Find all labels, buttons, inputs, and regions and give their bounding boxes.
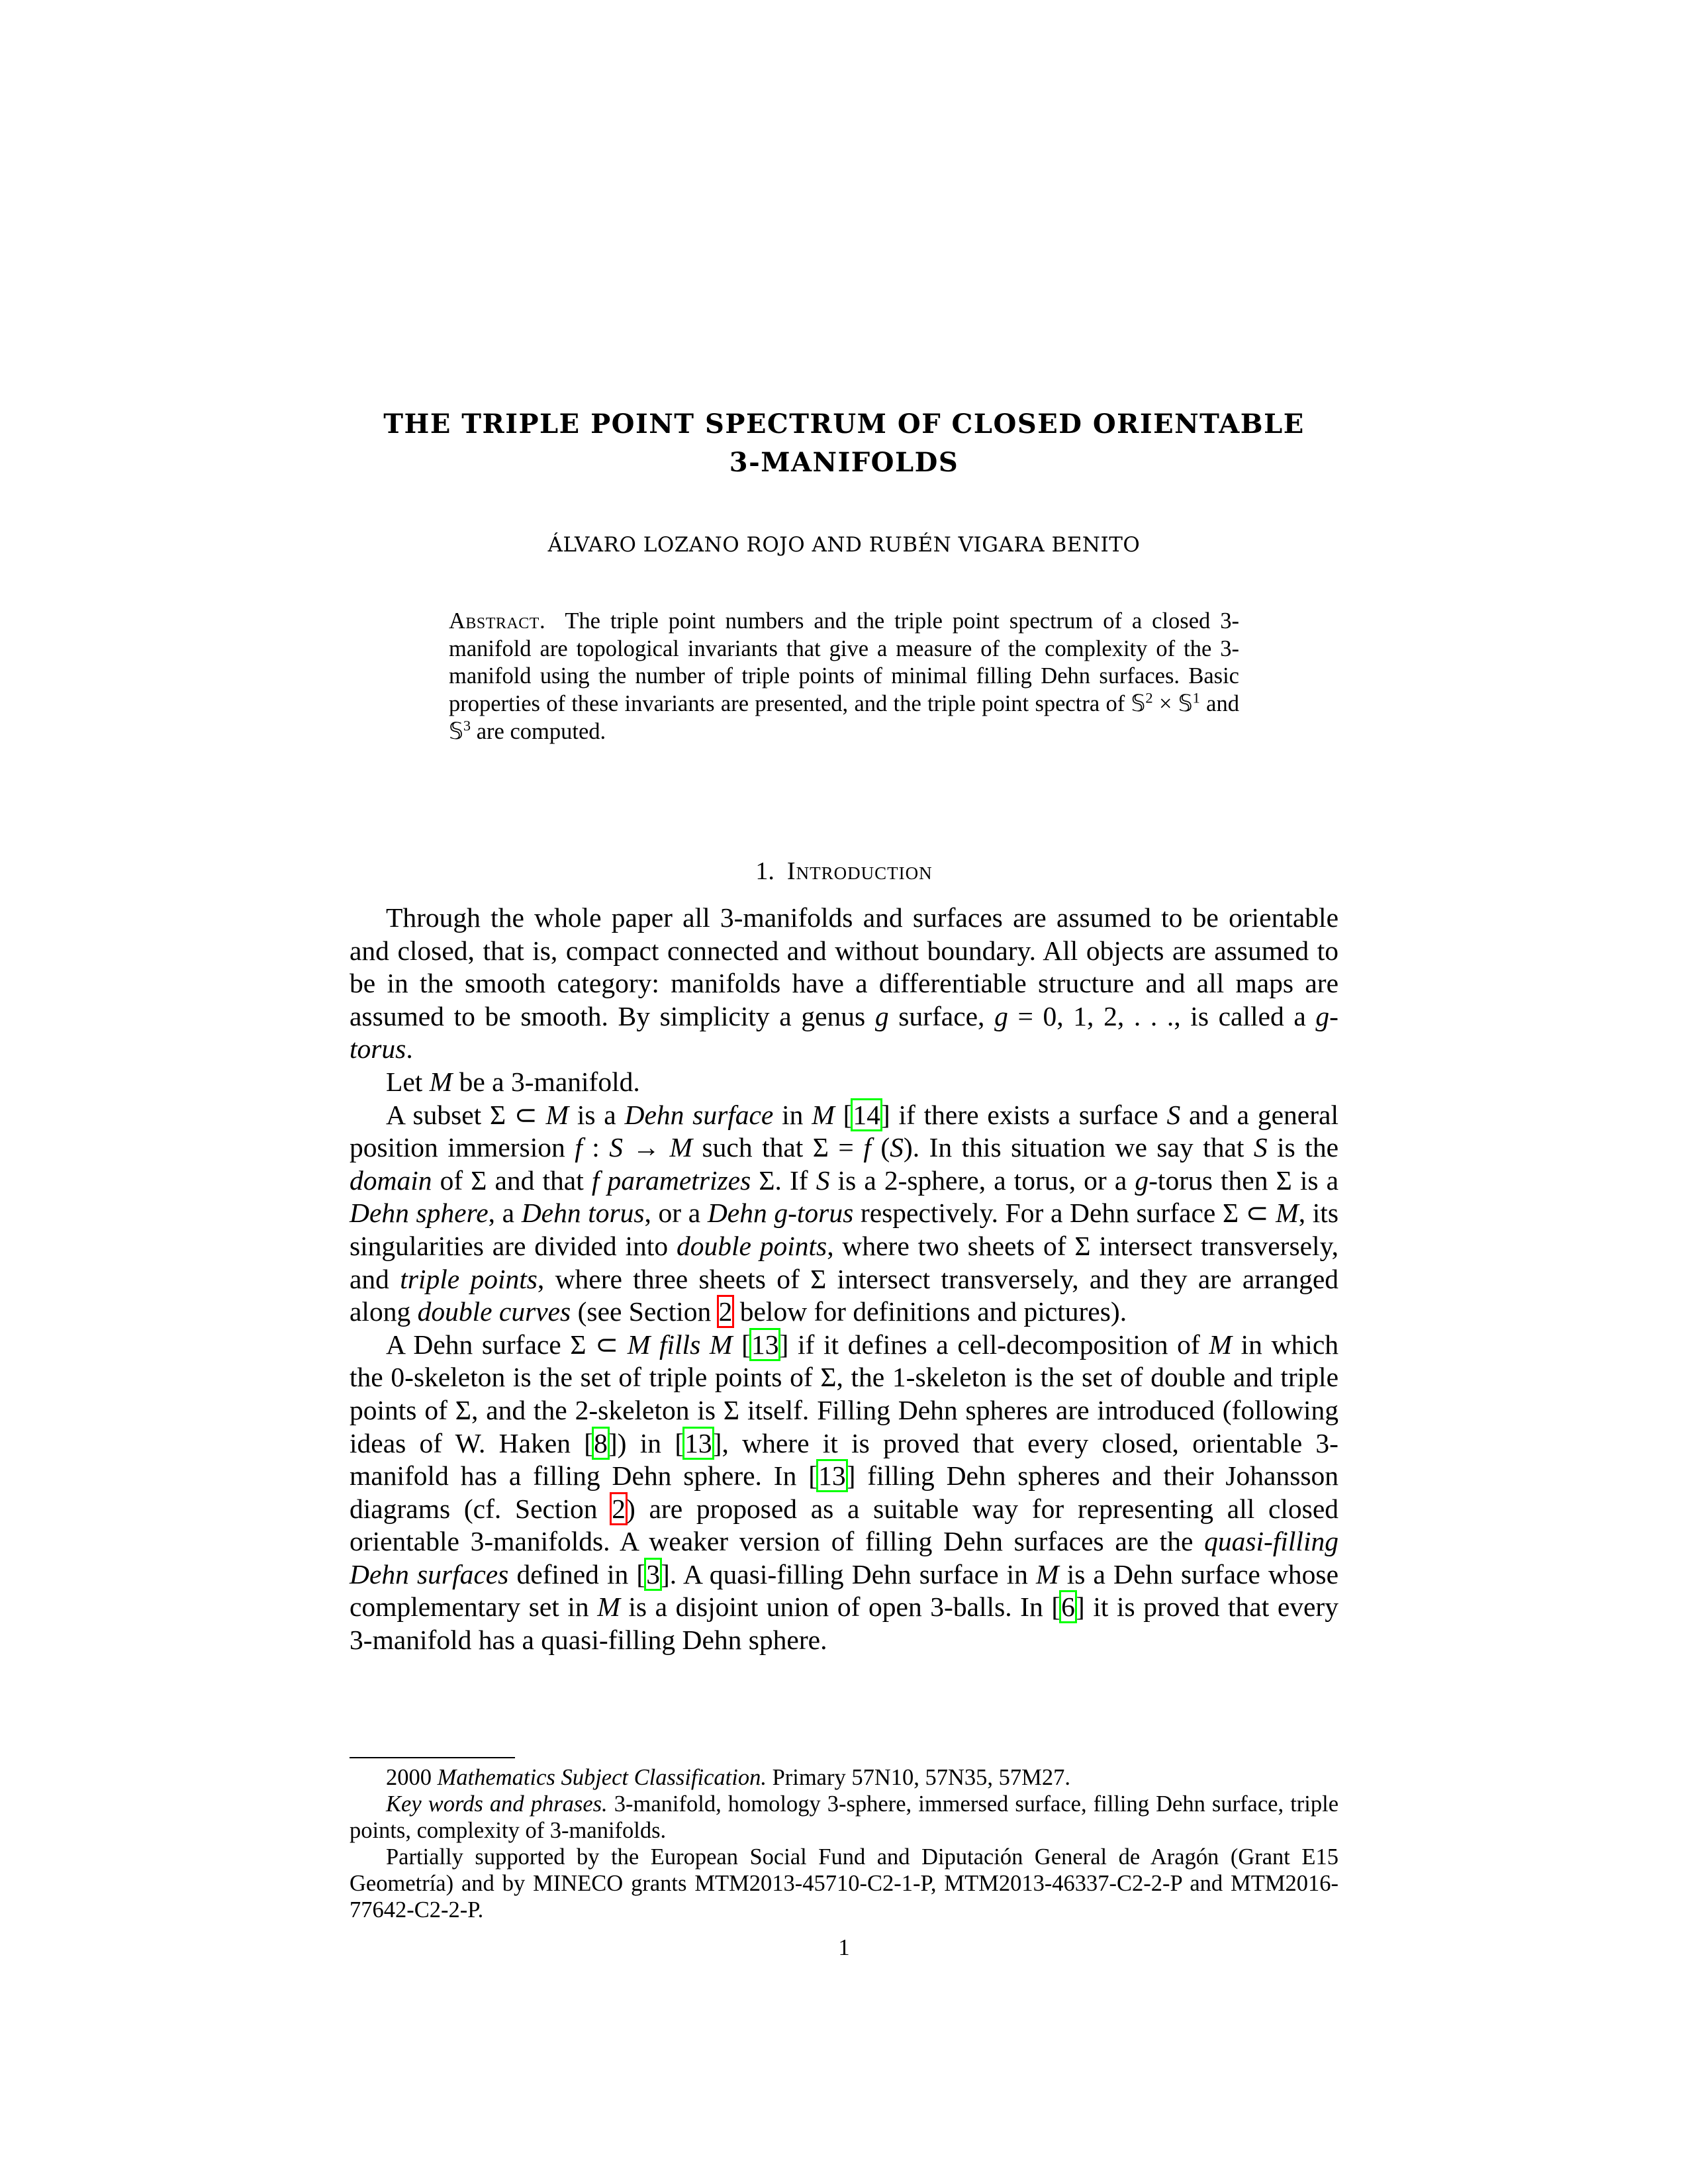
text: Through the whole paper all 3-manifolds and surfaces are assumed to be orientable and closed, that is, compact connected and without boundary. All objects are assumed to be in the smooth category: manifolds have a differentiable structure and all maps are assumed to be smooth. By simplicity a genus bbox=[350, 902, 1338, 1031]
paragraph-4: A Dehn surface Σ ⊂ M fills M [13] if it defines a cell-decomposition of M in which the 0-skeleton is the set of triple points of Σ, the 1-skeleton is the set of double and triple points of Σ, and the 2-skeleton is Σ itself. Filling Dehn spheres are introduced (following ideas of W. Haken [8]) in [13], where it is proved that every closed, orientable 3-manifold has a filling Dehn sphere. In [13] filling Dehn spheres and their Johansson diagrams (cf. Section 2) are proposed as a suitable way for representing all closed orientable 3-manifolds. A weaker version of filling Dehn surfaces are the quasi-filling Dehn surfaces defined in [3]. A quasi-filling Dehn surface in M is a Dehn surface whose complementary set in M is a disjoint union of open 3-balls. In [6] it is proved that every 3-manifold has a quasi-filling Dehn sphere. bbox=[350, 1329, 1339, 1656]
text: Primary 57N10, 57N35, 57M27. bbox=[766, 1765, 1070, 1790]
emphasis: Dehn sphere bbox=[350, 1198, 489, 1229]
text: be a 3-manifold. bbox=[452, 1066, 640, 1097]
math-var: g bbox=[1135, 1164, 1149, 1196]
math-var: f bbox=[575, 1132, 583, 1163]
text: is a bbox=[569, 1099, 625, 1130]
math-s1: 𝕊 bbox=[1178, 691, 1193, 717]
math-var: S bbox=[1253, 1132, 1268, 1163]
paragraph-2 bbox=[350, 1066, 1338, 1099]
math-var: M bbox=[545, 1099, 569, 1130]
abstract bbox=[449, 608, 1239, 746]
section-heading-introduction bbox=[350, 855, 1338, 887]
emphasis: domain bbox=[350, 1164, 432, 1196]
text: = 0, 1, 2, . . ., is called a bbox=[1008, 1000, 1316, 1031]
text: Σ. If bbox=[751, 1164, 816, 1196]
text: and a general position immersion bbox=[350, 1099, 1338, 1163]
emphasis: quasi-filling Dehn surfaces bbox=[350, 1526, 1338, 1590]
text: in which the 0-skeleton is the set of triple points of Σ, the 1-skeleton is the set of double and triple points of Σ, and the 2-skeleton is Σ itself. Filling Dehn spheres are introduced (following ideas of W. Haken bbox=[350, 1329, 1339, 1458]
emphasis: triple points bbox=[400, 1263, 538, 1294]
math-var: M bbox=[429, 1066, 453, 1097]
text: it is proved that every 3-manifold has a quasi-filling Dehn sphere. bbox=[350, 1591, 1338, 1656]
citation-link-13[interactable]: 13 bbox=[684, 1427, 712, 1458]
text: -torus then Σ is a bbox=[1149, 1164, 1339, 1196]
text: ( bbox=[870, 1132, 890, 1163]
footnote-divider bbox=[350, 1757, 515, 1758]
text: is a 2-sphere, a torus, or a bbox=[829, 1164, 1135, 1196]
math-s2: 𝕊 bbox=[1131, 691, 1146, 717]
text: ) in bbox=[617, 1427, 675, 1458]
text: → bbox=[623, 1132, 670, 1163]
exponent: 2 bbox=[1145, 689, 1153, 706]
emphasis: g-torus bbox=[350, 1000, 1338, 1065]
abstract-label: Abstract. bbox=[449, 608, 546, 634]
footnote-label: Key words and phrases. bbox=[386, 1791, 608, 1817]
text: : bbox=[582, 1132, 610, 1163]
emphasis: double points bbox=[676, 1230, 827, 1261]
text: if it defines a cell-decomposition of bbox=[788, 1329, 1209, 1360]
page-number: 1 bbox=[838, 1935, 850, 1960]
text: . bbox=[406, 1033, 413, 1065]
footnotes bbox=[350, 1764, 1338, 1923]
text: of Σ and that bbox=[432, 1164, 592, 1196]
citation-link-8[interactable]: 8 bbox=[594, 1427, 608, 1458]
citation-link-6[interactable]: 6 bbox=[1061, 1591, 1075, 1623]
math-var: M bbox=[669, 1132, 693, 1163]
text: , its singularities are divided into bbox=[350, 1198, 1338, 1261]
emphasis: parametrizes bbox=[607, 1164, 751, 1196]
text: (see Section bbox=[571, 1296, 718, 1327]
abstract-text: The triple point numbers and the triple point spectrum of a closed 3-manifold are topological invariants that give a measure of the complexity of the 3-manifold using the number of triple points of minimal filling Dehn surfaces. Basic properties of these invariants are presented, and the triple point spectra of bbox=[449, 608, 1239, 717]
section-number: 1. bbox=[755, 857, 774, 885]
paper-title-line2: 3-MANIFOLDS bbox=[729, 447, 959, 478]
math-var: f bbox=[863, 1132, 871, 1163]
text: such that Σ = bbox=[692, 1132, 864, 1163]
text: , where it is proved that every closed, orientable 3-manifold has a filling Dehn sphere. In bbox=[350, 1427, 1338, 1492]
text: , where three sheets of Σ intersect transversely, and they are arranged along bbox=[350, 1263, 1338, 1327]
abstract-text: are computed. bbox=[471, 718, 606, 744]
text: surface, bbox=[888, 1000, 995, 1031]
footnote-support: Partially supported by the European Social Fund and Diputación General de Aragón (Grant E15 Geometría) and by MINECO grants MTM2013-45710-C2-1-P, MTM2013-46337-C2-2-P and MTM2016-77642-C2-2-P. bbox=[350, 1844, 1338, 1923]
emphasis: Dehn surface bbox=[624, 1099, 774, 1130]
text: , or a bbox=[644, 1198, 708, 1229]
citation-link-14[interactable]: 14 bbox=[853, 1099, 880, 1130]
abstract-text: and bbox=[1199, 691, 1239, 717]
text: , where two sheets of Σ intersect transversely, and bbox=[350, 1230, 1339, 1294]
text: 3-manifold, homology 3-sphere, immersed surface, filling Dehn surface, triple points, complexity of 3-manifolds. bbox=[350, 1791, 1339, 1843]
math-var: S bbox=[890, 1132, 904, 1163]
text: is the bbox=[1267, 1132, 1339, 1163]
section-link-2[interactable]: 2 bbox=[612, 1493, 626, 1524]
section-title: Introduction bbox=[786, 857, 933, 885]
emphasis: Dehn torus bbox=[521, 1198, 645, 1229]
footnote-label: Mathematics Subject Classification. bbox=[437, 1765, 767, 1790]
text: is a disjoint union of open 3-balls. In bbox=[620, 1591, 1052, 1623]
math-var: M bbox=[1276, 1198, 1299, 1229]
emphasis: fills M bbox=[659, 1329, 733, 1360]
section-link-2[interactable]: 2 bbox=[718, 1296, 733, 1327]
citation-link-13[interactable]: 13 bbox=[818, 1460, 846, 1492]
math-var: g bbox=[874, 1000, 889, 1031]
text: defined in bbox=[508, 1558, 637, 1590]
text: respectively. For a Dehn surface Σ ⊂ bbox=[853, 1198, 1276, 1229]
text: ). In this situation we say that bbox=[903, 1132, 1254, 1163]
citation-link-3[interactable]: 3 bbox=[646, 1558, 660, 1590]
math-var: g bbox=[994, 1000, 1008, 1031]
text: Let bbox=[386, 1066, 430, 1097]
paragraph-1 bbox=[350, 902, 1338, 1066]
body-text bbox=[350, 902, 1338, 1657]
footnote-keywords bbox=[350, 1791, 1338, 1844]
paragraph-3: A subset Σ ⊂ M is a Dehn surface in M [14] if there exists a surface S and a general position immersion f : S → M such that Σ = f (S). In this situation we say that S is the domain of Σ and that f parametrizes Σ. If S is a 2-sphere, a torus, or a g-torus then Σ is a Dehn sphere, a Dehn torus, or a Dehn g-torus respectively. For a Dehn surface Σ ⊂ M, its singularities are divided into double points, where two sheets of Σ intersect transversely, and triple points, where three sheets of Σ intersect transversely, and they are arranged along double curves (see Section 2 below for definitions and pictures). bbox=[350, 1099, 1339, 1327]
text: A subset Σ ⊂ bbox=[386, 1099, 546, 1130]
text: if there exists a surface bbox=[890, 1099, 1167, 1130]
math-var: M bbox=[812, 1099, 835, 1130]
emphasis: Dehn g-torus bbox=[707, 1198, 854, 1229]
footnote-msc bbox=[350, 1764, 1338, 1791]
text: 2000 bbox=[386, 1765, 432, 1790]
math-var: M bbox=[1209, 1329, 1232, 1360]
text: A Dehn surface Σ ⊂ bbox=[386, 1329, 628, 1360]
text: is a Dehn surface whose complementary set in bbox=[350, 1558, 1338, 1623]
math-var: S bbox=[816, 1164, 830, 1196]
math-var: M bbox=[1036, 1558, 1059, 1590]
math-var: S bbox=[609, 1132, 623, 1163]
math-var: M bbox=[597, 1591, 620, 1623]
text: in bbox=[773, 1099, 812, 1130]
text: filling Dehn spheres and their Johansson diagrams (cf. Section bbox=[350, 1460, 1338, 1524]
text: , a bbox=[488, 1198, 522, 1229]
text: below for definitions and pictures). bbox=[733, 1296, 1127, 1327]
exponent: 1 bbox=[1192, 689, 1200, 706]
emphasis: double curves bbox=[417, 1296, 571, 1327]
math-s3: 𝕊 bbox=[449, 718, 463, 744]
citation-link-13[interactable]: 13 bbox=[751, 1329, 779, 1360]
paper-title-line1: THE TRIPLE POINT SPECTRUM OF CLOSED ORIENTABLE bbox=[383, 408, 1305, 440]
math-var: S bbox=[1166, 1099, 1181, 1130]
text: ) are proposed as a suitable way for representing all closed orientable 3-manifolds. A weaker version of filling Dehn surfaces are the bbox=[350, 1493, 1338, 1557]
text: . A quasi-filling Dehn surface in bbox=[669, 1558, 1037, 1590]
paper-title bbox=[350, 405, 1338, 482]
math-var: f bbox=[591, 1164, 600, 1196]
math-var: M bbox=[627, 1329, 651, 1360]
paper-authors: ÁLVARO LOZANO ROJO AND RUBÉN VIGARA BENITO bbox=[547, 533, 1141, 557]
times-symbol: × bbox=[1152, 691, 1178, 717]
exponent: 3 bbox=[463, 717, 471, 734]
